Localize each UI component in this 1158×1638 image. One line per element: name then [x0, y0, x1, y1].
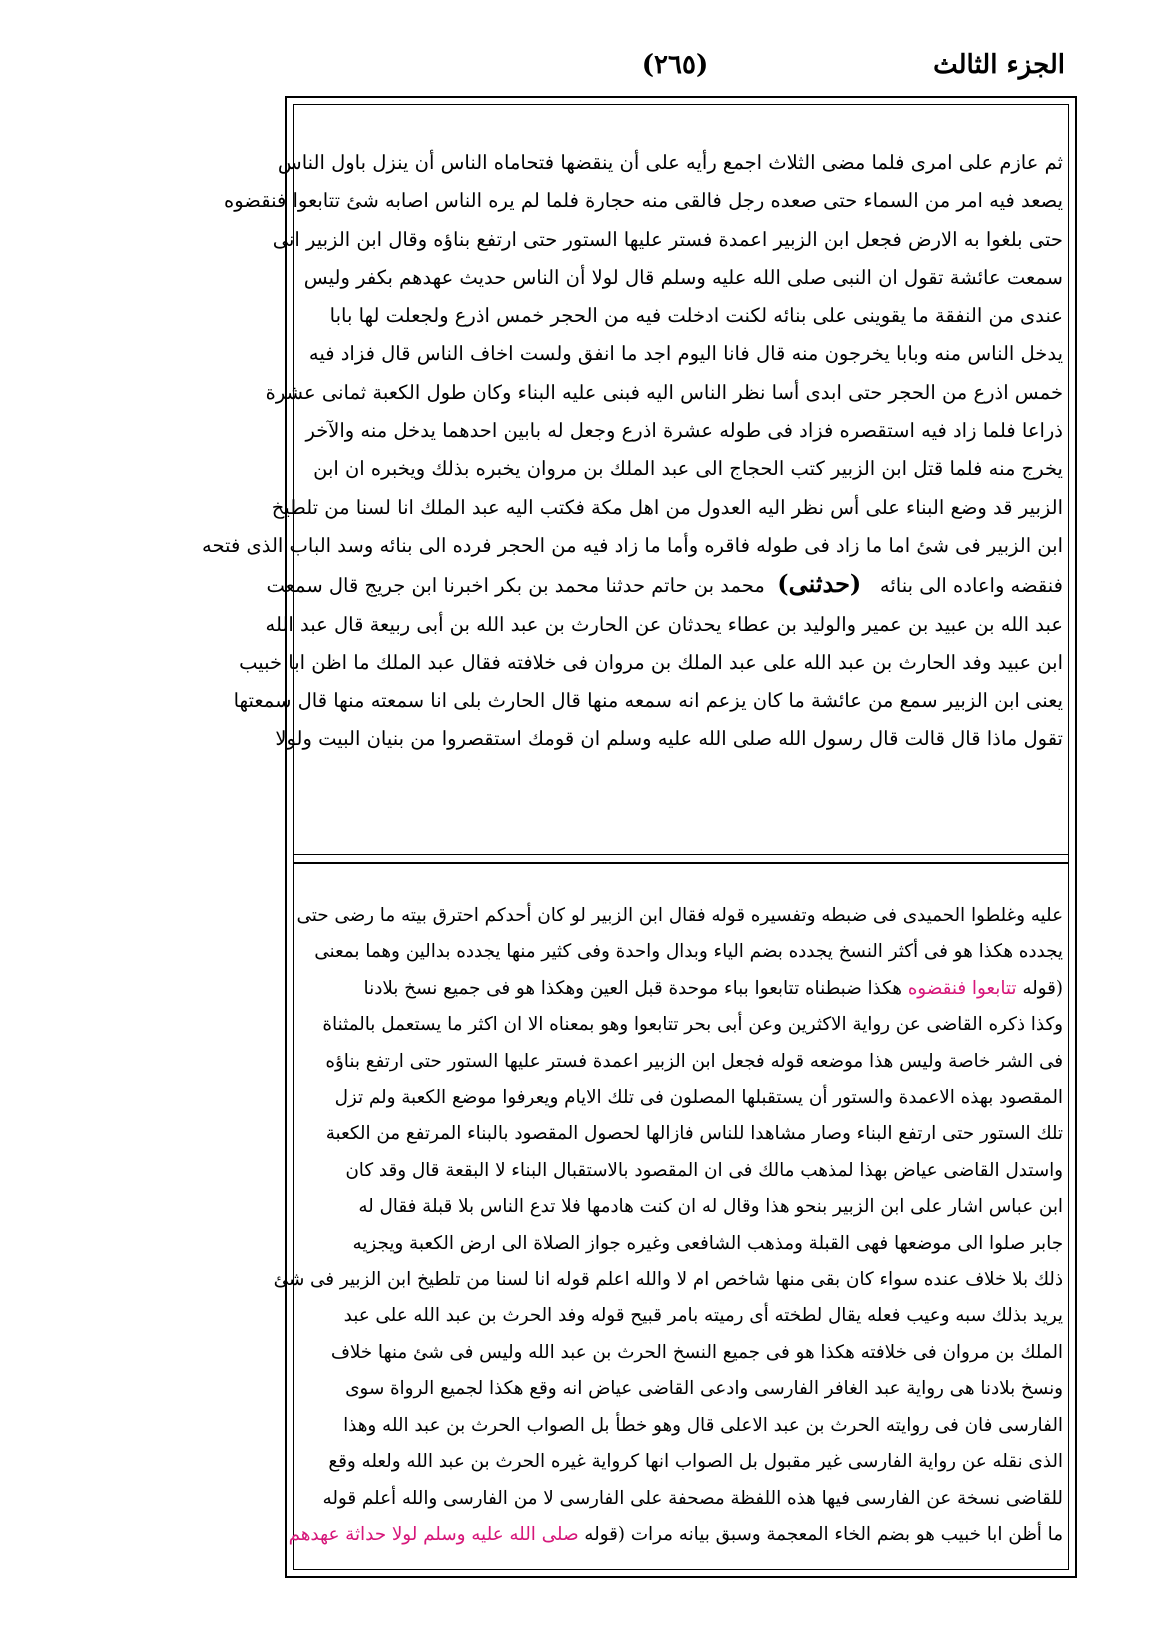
- text-line: ثم عازم على امرى فلما مضى الثلاث اجمع رأيه على أن ينقضها فتحاماه الناس أن ينزل باول الناس: [277, 151, 1063, 174]
- page-frame: [202, 96, 1077, 1578]
- text-line: ونسخ بلادنا هى رواية عبد الغافر الفارسى وادعى القاضى عياض انه وقع هكذا لجميع الرواة سوى: [345, 1378, 1063, 1400]
- text-line: واستدل القاضى عياض بهذا لمذهب مالك فى ان المقصود بالاستقبال البناء لا البقعة قال وقد كان: [345, 1159, 1063, 1181]
- commentary-text: [273, 898, 1063, 1558]
- text-line: الذى نقله عن رواية الفارسى غير مقبول بل الصواب انها كرواية غيره الحرث بن عبد الله ولعله وقع: [328, 1451, 1063, 1473]
- text-line: فى الشر خاصة وليس هذا موضعه قوله فجعل ابن الزبير اعمدة فستر عليها الستور حتى ارتفع بناؤه: [325, 1050, 1063, 1072]
- divider-line: [293, 854, 1069, 855]
- text-line: [266, 565, 1063, 605]
- text-line: يعنى ابن الزبير سمع من عائشة ما كان يزعم انه سمعه منها قال الحارث بلى انا سمعته منها قال سمعتها: [233, 689, 1063, 713]
- text-line: للقاضى نسخة عن الفارسى فيها هذه اللفظة مصحفة على الفارسى لا من الفارسى والله أعلم قوله: [322, 1487, 1063, 1509]
- hadith-marker: (حدثنى): [777, 569, 862, 599]
- highlighted-phrase: صلى الله عليه وسلم لولا حداثة عهدهم: [288, 1523, 579, 1545]
- text-line: ابن الزبير فى شئ اما ما زاد فى طوله فاقره وأما ما زاد فيه من الحجر فرده الى بنائه وسد الباب الذى فتحه: [202, 533, 1063, 557]
- text-line: ابن عبيد وفد الحارث بن عبد الله على عبد الملك بن مروان فى خلافته فقال عبد الملك ما اظن ابا خبيب: [239, 650, 1063, 674]
- text-line: جابر صلوا الى موضعها فهى القبلة ومذهب الشافعى وغيره جواز الصلاة الى ارض الكعبة ويجزيه: [352, 1232, 1063, 1254]
- text-segment: ما أظن ابا خبيب هو بضم الخاء المعجمة وسبق بيانه مرات: [630, 1523, 1063, 1545]
- highlighted-phrase: تتابعوا فنقضوه: [907, 977, 1017, 999]
- text-line: يدخل الناس منه وبابا يخرجون منه قال فانا اليوم اجد ما انفق ولست اخاف الناس قال فزاد فيه: [308, 342, 1063, 366]
- main-text: [202, 144, 1063, 834]
- text-line: ذراعا فلما زاد فيه استقصره فزاد فى طوله عشرة اذرع وجعل له بابين احدهما يدخل منه والآخر: [305, 419, 1063, 443]
- text-segment: محمد بن حاتم حدثنا محمد بن بكر اخبرنا ابن جريج قال سمعت: [266, 574, 765, 598]
- quote-marker: (قوله: [584, 1523, 625, 1545]
- text-line: الملك بن مروان فى خلافته هكذا هو فى جميع النسخ الحرث بن عبد الله وليس فى شئ منها خلاف: [330, 1341, 1063, 1363]
- text-line: يصعد فيه امر من السماء حتى صعده رجل فالقى منه حجارة فلما لم يره الناس اصابه شئ تتابعوا فنقضوه: [224, 189, 1063, 213]
- text-line: [288, 1517, 1063, 1553]
- page-header: [285, 40, 1065, 90]
- text-line: يريد بذلك سبه وعيب فعله يقال لطخته أى رميته بامر قبيح قوله وفد الحرث بن عبد الله على عبد: [343, 1305, 1063, 1327]
- text-line: حتى بلغوا به الارض فجعل ابن الزبير اعمدة فستر عليها الستور حتى ارتفع بناؤه وقال ابن الزبير انى: [272, 227, 1063, 251]
- page-number: (٢٦٥): [641, 50, 709, 80]
- divider-line-thick: [293, 862, 1069, 864]
- text-line: سمعت عائشة تقول ان النبى صلى الله عليه وسلم قال لولا أن الناس حديث عهدهم بكفر وليس: [303, 265, 1063, 289]
- text-line: تلك الستور حتى ارتفع البناء وصار مشاهدا للناس فازالها لحصول المقصود بالبناء المرتفع من الكعبة: [325, 1123, 1063, 1145]
- text-line: تقول ماذا قال قالت قال رسول الله صلى الله عليه وسلم ان قومك استقصروا من بنيان البيت ولولا: [275, 727, 1063, 751]
- text-line: خمس اذرع من الحجر حتى ابدى أسا نظر الناس اليه فبنى عليه البناء وكان طول الكعبة ثمانى عشرة: [265, 380, 1063, 404]
- text-line: المقصود بهذه الاعمدة والستور أن يستقبلها المصلون فى تلك الايام ويعرفوا موضع الكعبة ولم تزل: [334, 1087, 1063, 1109]
- text-line: [299, 971, 1063, 1007]
- text-line: عندى من النفقة ما يقوينى على بنائه لكنت ادخلت فيه من الحجر خمس اذرع ولجعلت لها بابا: [329, 304, 1063, 328]
- text-line: الفارسى فان فى روايته الحرث بن عبد الاعلى قال وهو خطأ بل الصواب الحرث بن عبد الله وهذا: [343, 1414, 1063, 1436]
- volume-title: الجزء الثالث: [933, 50, 1065, 80]
- quote-marker: (قوله: [1022, 977, 1063, 999]
- text-line: عليه وغلطوا الحميدى فى ضبطه وتفسيره قوله فقال ابن الزبير لو كان أحدكم احترق بيته ما رضى حتى: [296, 905, 1063, 926]
- text-segment: هكذا ضبطناه تتابعوا بباء موحدة قبل العين وهكذا هو فى جميع نسخ بلادنا: [363, 977, 902, 999]
- text-segment: فنقضه واعاده الى بنائه: [879, 574, 1063, 598]
- text-line: الزبير قد وضع البناء على أس نظر اليه العدول من اهل مكة فكتب اليه عبد الملك انا لسنا من تلطيخ: [271, 495, 1063, 519]
- text-line: ذلك بلا خلاف عنده سواء كان بقى منها شاخص ام لا والله اعلم قوله انا لسنا من تلطيخ ابن الزبير فى شئ: [273, 1269, 1063, 1291]
- text-line: يجدده هكذا هو فى أكثر النسخ يجدده بضم الياء وبدال واحدة وفى كثير منها يجدده بدالين وهما بمعنى: [314, 941, 1063, 963]
- text-line: عبد الله بن عبيد بن عمير والوليد بن عطاء يحدثان عن الحارث بن عبد الله بن أبى ربيعة قال عبد الله: [265, 612, 1063, 636]
- text-line: وكذا ذكره القاضى عن رواية الاكثرين وعن أبى بحر تتابعوا وهو بمعناه الا ان اكثر ما يستعمل بالمثناة: [322, 1014, 1063, 1036]
- text-line: يخرج منه فلما قتل ابن الزبير كتب الحجاج الى عبد الملك بن مروان يخبره بذلك ويخبره ان ابن: [313, 457, 1063, 481]
- text-line: ابن عباس اشار على ابن الزبير بنحو هذا وقال له ان كنت هادمها فلا تدع الناس بلا قبلة فقال له: [358, 1196, 1063, 1218]
